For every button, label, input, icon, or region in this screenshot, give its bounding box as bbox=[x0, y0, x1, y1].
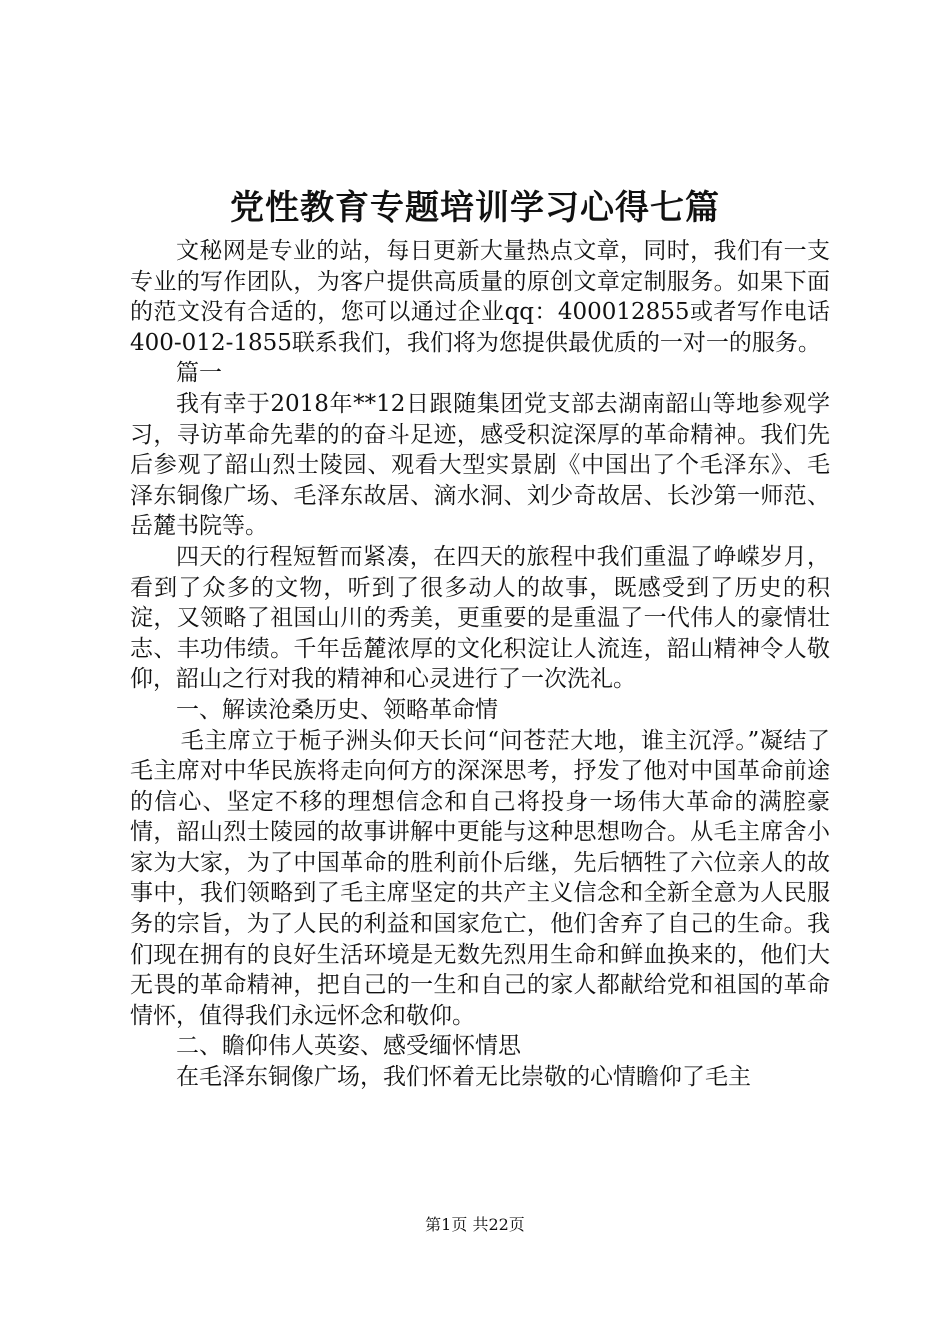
document-title: 党性教育专题培训学习心得七篇 bbox=[230, 188, 720, 228]
page-footer: 第1页 共22页 bbox=[425, 1215, 525, 1234]
body-paragraph: 四天的行程短暂而紧凑，在四天的旅程中我们重温了峥嵘岁月，看到了众多的文物，听到了很多动人的故事，既感受到了历史的积淀，又领略了祖国山川的秀美，更重要的是重温了一代伟人的豪情壮志、丰功伟绩。千年岳麓浓厚的文化积淀让人流连，韶山精神令人敬仰，韶山之行对我的精神和心灵进行了一次洗礼。 bbox=[130, 543, 830, 693]
section-label: 篇一 bbox=[176, 360, 222, 387]
intro-paragraph: 文秘网是专业的站，每日更新大量热点文章，同时，我们有一支专业的写作团队，为客户提供高质量的原创文章定制服务。如果下面的范文没有合适的，您可以通过企业qq：400012855或者写作电话400-012-1855联系我们，我们将为您提供最优质的一对一的服务。 bbox=[130, 238, 830, 356]
body-paragraph: 我有幸于2018年**12日跟随集团党支部去湖南韶山等地参观学习，寻访革命先辈的的奋斗足迹，感受积淀深厚的革命精神。我们先后参观了韶山烈士陵园、观看大型实景剧《中国出了个毛泽东》、毛泽东铜像广场、毛泽东故居、滴水洞、刘少奇故居、长沙第一师范、岳麓书院等。 bbox=[130, 390, 830, 540]
section-heading: 一、解读沧桑历史、领略革命情 bbox=[176, 696, 498, 723]
body-paragraph: 在毛泽东铜像广场，我们怀着无比崇敬的心情瞻仰了毛主 bbox=[176, 1064, 751, 1091]
section-heading: 二、瞻仰伟人英姿、感受缅怀情思 bbox=[176, 1033, 521, 1060]
document-body bbox=[130, 236, 830, 1093]
body-paragraph: 毛主席立于栀子洲头仰天长问“问苍茫大地，谁主沉浮。”凝结了毛主席对中华民族将走向何方的深深思考，抒发了他对中国革命前途的信心、坚定不移的理想信念和自己将投身一场伟大革命的满腔豪情，韶山烈士陵园的故事讲解中更能与这种思想吻合。从毛主席舍小家为大家，为了中国革命的胜利前仆后继，先后牺牲了六位亲人的故事中，我们领略到了毛主席坚定的共产主义信念和全新全意为人民服务的宗旨，为了人民的利益和国家危亡，他们舍弃了自己的生命。我们现在拥有的良好生活环境是无数先烈用生命和鲜血换来的，他们大无畏的革命精神，把自己的一生和自己的家人都献给党和祖国的革命情怀，值得我们永远怀念和敬仰。 bbox=[130, 727, 830, 1029]
